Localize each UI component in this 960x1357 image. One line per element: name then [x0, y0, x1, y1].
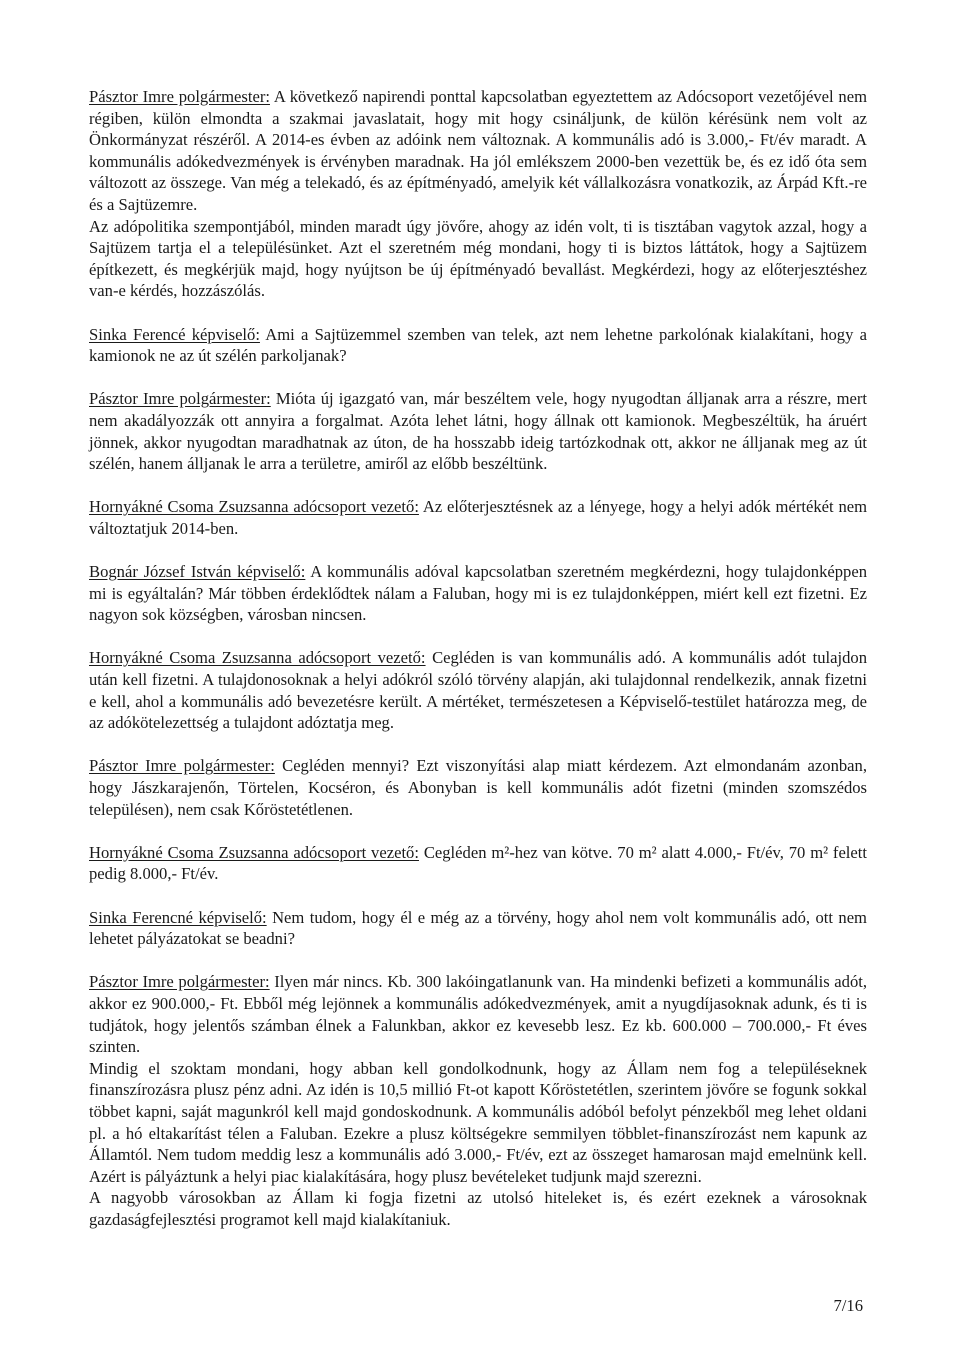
- speech-block: [89, 647, 867, 733]
- speech-paragraph: [89, 907, 867, 950]
- speaker-name: Pásztor Imre polgármester:: [89, 972, 270, 992]
- speaker-name: Pásztor Imre polgármester:: [89, 756, 275, 776]
- speech-paragraph: A nagyobb városokban az Állam ki fogja fizetni az utolsó hiteleket is, és ezért ezeknek a városoknak gazdaságfejlesztési programot kell majd kialakítaniuk.: [89, 1188, 867, 1229]
- speaker-name: Hornyákné Csoma Zsuzsanna adócsoport vezető:: [89, 648, 426, 668]
- speech-paragraph: Mindig el szoktam mondani, hogy abban kell gondolkodnunk, hogy az Állam nem fog a településeknek finanszírozásra plusz pénz adni. Az idén is 10,5 millió Ft-ot kapott Kőröstetétlen, szerintem jövőre se fogunk sokkal többet kapni, saját magunkról kell majd gondoskodnunk. A kommunális adóból befolyt pénzekből meg lehet oldani pl. a hó eltakarítást télen a Faluban. Ezekre a plusz költségekre semmilyen többlet-finanszírozást nem kapunk az Államtól. Nem tudom meddig lesz a kommunális adó 3.000,- Ft/év, ezt az összeget hamarosan majd emelnünk kell. Azért is pályáztunk a helyi piac kialakítására, hogy plusz bevételeket tudjunk majd szerezni.: [89, 1058, 867, 1186]
- speech-text: Ilyen már nincs. Kb. 300 lakóingatlanunk van. Ha mindenki befizeti a kommunális adót, akkor ez 900.000,- Ft. Ebből még lejönnek a kommunális adókedvezmények, amit a nyugdíjasoknak adunk, és ti is tudjátok, hogy jelentős számban élnek a Falunkban, akkor ez kevesebb lesz. Ez kb. 600.000 – 700.000,- Ft éves szinten.: [89, 972, 867, 1057]
- speech-block: [89, 842, 867, 885]
- speech-paragraph: [89, 388, 867, 474]
- speaker-name: Hornyákné Csoma Zsuzsanna adócsoport vezető:: [89, 497, 419, 517]
- speech-text: Az előterjesztésnek az a lényege, hogy a helyi adók mértékét nem változtatjuk 2014-ben.: [89, 497, 868, 538]
- speech-text: Nem tudom, hogy él e még az a törvény, hogy ahol nem volt kommunális adó, ott nem lehetet pályázatokat se beadni?: [89, 907, 867, 949]
- speaker-name: Bognár József István képviselő:: [89, 562, 306, 582]
- speech-block: [89, 907, 867, 950]
- speech-paragraph: [89, 561, 867, 626]
- speech-text: Cegléden is van kommunális adó. A kommunális adót tulajdon után kell fizetni. A tulajdonosoknak a helyi adókról szóló törvény alapján, aki tulajdonnal rendelkezik, annak fizetni e kell, ahol a kommunális adó bevezetésre került. A mértéket, természetesen a Képviselő-testület határozza meg, de az adókötelezettség a tulajdont adóztatja meg.: [89, 648, 868, 733]
- speaker-name: Pásztor Imre polgármester:: [89, 87, 270, 106]
- speech-block: [89, 755, 867, 820]
- speech-paragraph: [89, 971, 867, 1057]
- document-body: [89, 86, 867, 1230]
- speech-block: [89, 86, 867, 302]
- speaker-name: Sinka Ferencé képviselő:: [89, 324, 260, 344]
- speech-text: Ami a Sajtüzemmel szemben van telek, azt nem lehetne parkolónak kialakítani, hogy a kamionok ne az út szélén parkoljanak?: [89, 324, 867, 366]
- speaker-name: Hornyákné Csoma Zsuzsanna adócsoport vezető:: [89, 842, 419, 862]
- speech-text: A következő napirendi ponttal kapcsolatban egyeztettem az Adócsoport vezetőjével nem régiben, külön elmondta a szakmai javaslatait, hogy mit hogy csináljunk, de külön kérésünk nem volt az Önkormányzat részéről. A 2014-es évben az adóink nem változnak. A kommunális adó is 3.000,- Ft/év maradt. A kommunális adókedvezmények is érvényben maradnak. Ha jól emlékszem 2000-ben vezettük be, és ez idő óta sem változott az összege. Van még a telekadó, és az építményadó, amelyik két vállalkozásra vonatkozik, az Árpád Kft.-re és a Sajtüzemre.: [89, 87, 867, 214]
- speech-paragraph: [89, 86, 867, 216]
- speech-paragraph: [89, 842, 867, 885]
- page-number: 7/16: [833, 1296, 863, 1315]
- speech-block: [89, 324, 867, 367]
- speech-block: [89, 388, 867, 474]
- speaker-name: Sinka Ferencné képviselő:: [89, 907, 267, 927]
- speech-text: A kommunális adóval kapcsolatban szeretném megkérdezni, hogy tulajdonképpen mi is egyáltalán? Már többen érdeklődtek nálam a Faluban, hogy mi is ez tulajdonképpen, miért kell ezt fizetni. Ez nagyon sok községben, városban nincsen.: [89, 562, 868, 625]
- speaker-name: Pásztor Imre polgármester:: [89, 389, 271, 409]
- speech-paragraph: Az adópolitika szempontjából, minden maradt úgy jövőre, ahogy az idén volt, ti is tisztában vagytok azzal, hogy a Sajtüzem tartja el a településünket. Azt el szeretném még mondani, hogy ti is biztos láttátok, hogy a Sajtüzem építkezett, és megkérjük majd, hogy nyújtson be új építményadó bevallást. Megkérdezi, hogy az előterjesztéshez van-e kérdés, hozzászólás.: [89, 216, 867, 301]
- speech-text: Cegléden mennyi? Ezt viszonyítási alap miatt kérdezem. Azt elmondanám azonban, hogy Jászkarajenőn, Törtelen, Kocséron, és Abonyban is kell kommunális adót fizetni (minden szomszédos településen), nem csak Kőröstetétlenen.: [89, 756, 867, 819]
- speech-paragraph: [89, 647, 867, 733]
- speech-block: [89, 496, 867, 539]
- speech-block: [89, 971, 867, 1230]
- speech-block: [89, 561, 867, 626]
- speech-paragraph: [89, 324, 867, 367]
- speech-paragraph: [89, 496, 867, 539]
- speech-text: Cegléden m²-hez van kötve. 70 m² alatt 4.000,- Ft/év, 70 m² felett pedig 8.000,- Ft/év.: [89, 842, 868, 884]
- speech-paragraph: [89, 755, 867, 820]
- speech-text: Mióta új igazgató van, már beszéltem vele, hogy nyugodtan álljanak arra a részre, mert nem akadályozzák ott annyira a forgalmat. Azóta lehet látni, hogy állnak ott kamionok. Megbeszéltük, ha áruért jönnek, akkor nyugodtan maradhatnak az úton, de ha hosszabb ideig tartózkodnak ott, akkor ne álljanak meg az út szélén, hanem álljanak le arra a területre, amiről az előbb beszéltünk.: [89, 389, 867, 474]
